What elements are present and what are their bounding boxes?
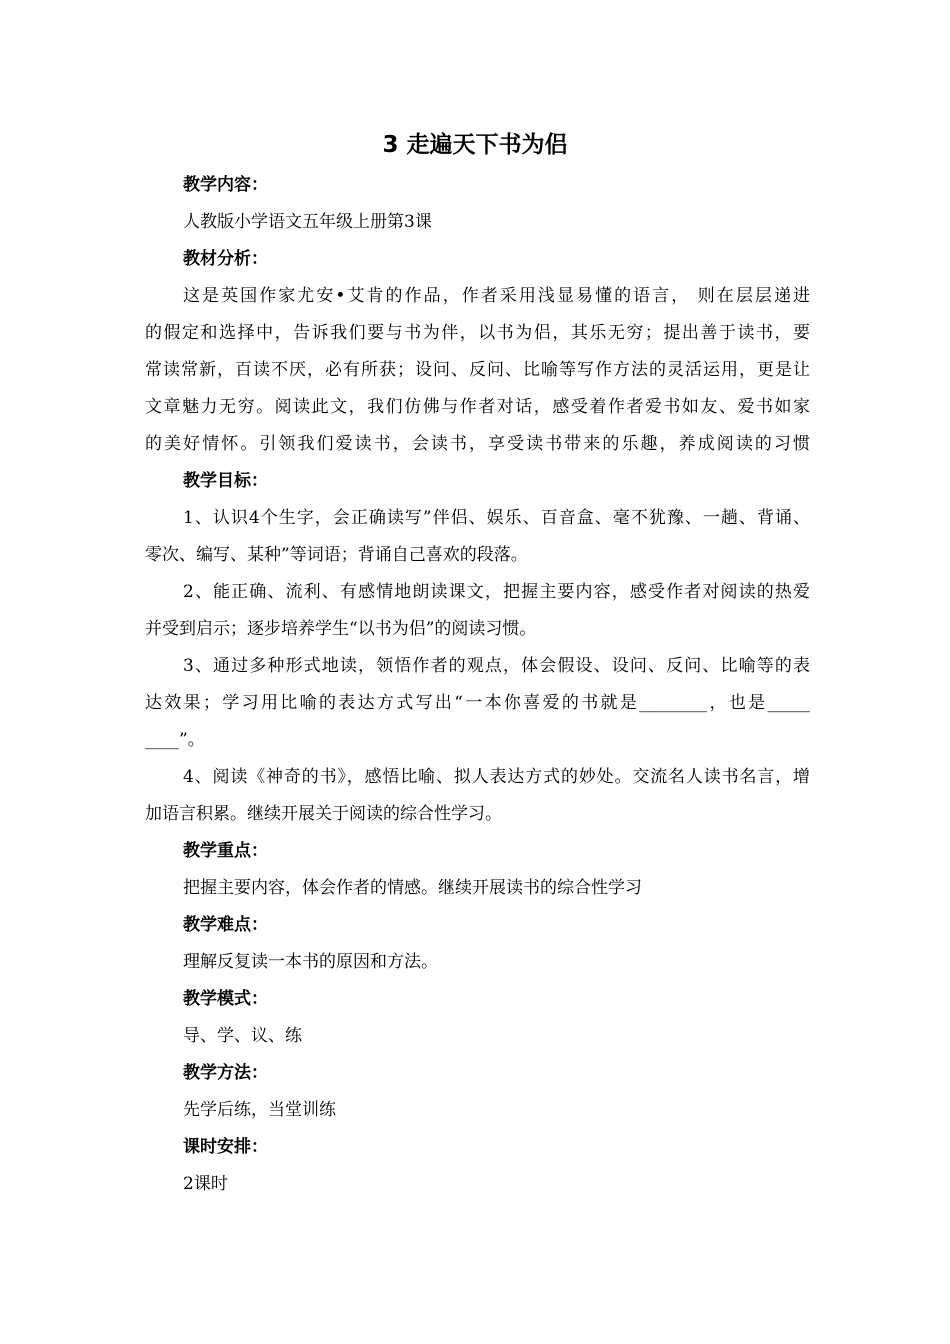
section-heading-schedule: 课时安排： (183, 1137, 268, 1157)
section-heading-key: 教学重点： (183, 841, 268, 861)
section-heading-analysis: 教材分析： (183, 249, 268, 269)
analysis-line: 的美好情怀。引领我们爱读书，会读书，享受读书带来的乐趣，养成阅读的习惯 (145, 434, 810, 454)
section-heading-content: 教学内容： (183, 175, 268, 195)
section-heading-difficulty: 教学难点： (183, 915, 268, 935)
section-heading-goals: 教学目标： (183, 471, 268, 491)
goal-line: 4、阅读《神奇的书》，感悟比喻、拟人表达方式的妙处。交流名人读书名言，增 (183, 767, 810, 787)
goal-line: 零次、编写、某种”等词语；背诵自己喜欢的段落。 (145, 545, 528, 565)
goal-line: 2、能正确、流利、有感情地朗读课文，把握主要内容，感受作者对阅读的热爱 (183, 582, 810, 602)
goal-line: 1、认识4个生字，会正确读写”伴侣、娱乐、百音盒、毫不犹豫、一趟、背诵、 (183, 508, 810, 528)
analysis-line: 文章魅力无穷。阅读此文，我们仿佛与作者对话，感受着作者爱书如友、爱书如家 (145, 397, 810, 417)
difficulty-text: 理解反复读一本书的原因和方法。 (183, 952, 438, 972)
goal-line: 3、通过多种形式地读，领悟作者的观点，体会假设、设问、反问、比喻等的表 (183, 656, 810, 676)
content-text: 人教版小学语文五年级上册第3课 (183, 212, 432, 232)
goal-line: ____”。 (145, 730, 205, 750)
section-heading-method: 教学方法： (183, 1063, 268, 1083)
page-title: 3 走遍天下书为侣 (382, 132, 568, 158)
method-text: 先学后练，当堂训练 (183, 1100, 336, 1120)
analysis-line: 这是英国作家尤安•艾肯的作品，作者采用浅显易懂的语言， 则在层层递进 (183, 286, 810, 306)
analysis-line: 常读常新，百读不厌，必有所获；设问、反问、比喻等写作方法的灵活运用，更是让 (145, 360, 810, 380)
section-heading-mode: 教学模式： (183, 989, 268, 1009)
mode-text: 导、学、议、练 (183, 1026, 302, 1046)
goal-line: 加语言积累。继续开展关于阅读的综合性学习。 (145, 804, 502, 824)
key-text: 把握主要内容，体会作者的情感。继续开展读书的综合性学习 (183, 878, 642, 898)
schedule-text: 2课时 (183, 1174, 228, 1194)
analysis-line: 的假定和选择中，告诉我们要与书为伴，以书为侣，其乐无穷；提出善于读书，要 (145, 323, 810, 343)
goal-line: 并受到启示；逐步培养学生“以书为侣”的阅读习惯。 (145, 619, 537, 639)
goal-line: 达效果；学习用比喻的表达方式写出“一本你喜爱的书就是________，也是_____ (145, 693, 810, 713)
